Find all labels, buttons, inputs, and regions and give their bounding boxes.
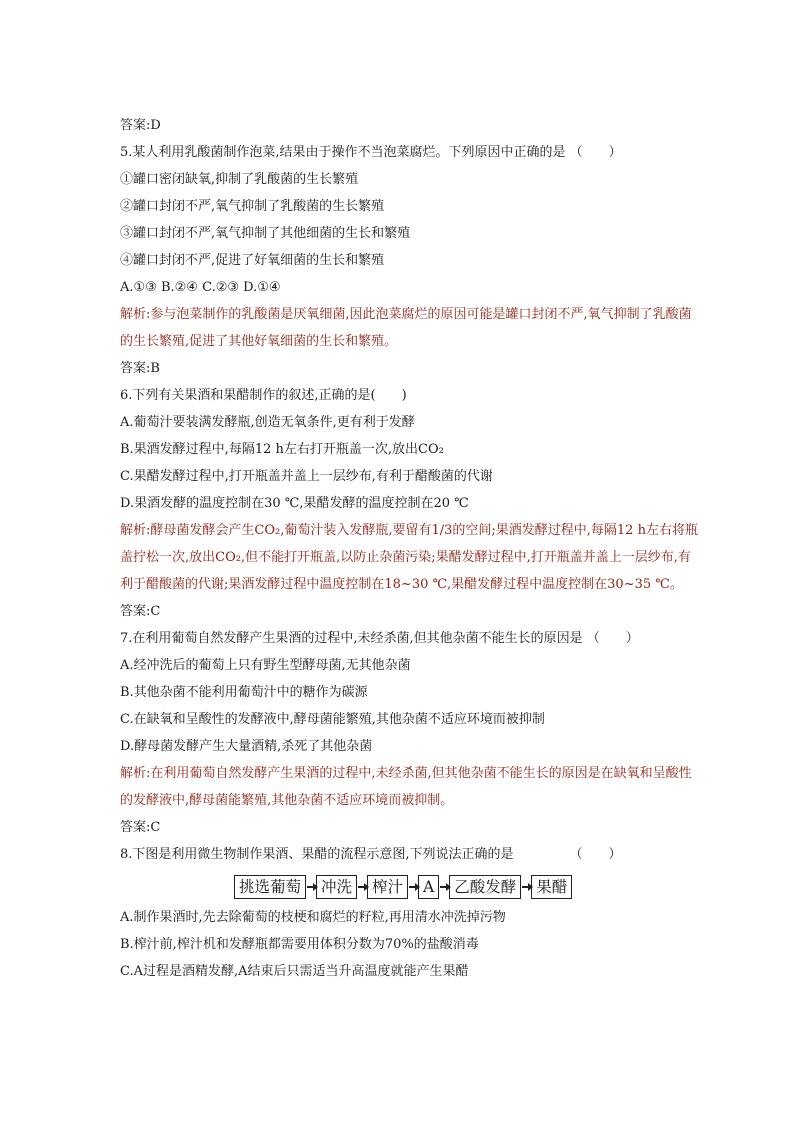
q8-stem-line [120, 841, 700, 868]
q4-answer: 答案:D [120, 118, 161, 133]
q6-stem: 6.下列有关果酒和果醋制作的叙述,正确的是( ) [120, 388, 407, 403]
q8-option-b: B.榨汁前,榨汁机和发酵瓶都需要用体积分数为70%的盐酸消毒 [120, 937, 479, 952]
q6-answer: 答案:C [120, 604, 161, 619]
flow-arrow [358, 886, 366, 888]
q5-item: ③罐口封闭不严,氧气抑制了其他细菌的生长和繁殖 [120, 226, 411, 241]
flow-arrow [307, 886, 315, 888]
flow-step-juice: 榨汁 [367, 875, 408, 899]
q7-option-d: D.酵母菌发酵产生大量酒精,杀死了其他杂菌 [120, 739, 373, 754]
q8-option-c: C.A过程是酒精发酵,A结束后只需适当升高温度就能产生果醋 [120, 964, 469, 979]
flow-diagram [234, 872, 700, 902]
q7-analysis: 解析:在利用葡萄自然发酵产生果酒的过程中,未经杀菌,但其他杂菌不能生长的原因是在缺氧和呈酸性的发酵液中,酵母菌能繁殖,其他杂菌不适应环境而被抑制。 [120, 766, 692, 808]
q5-stem: 5.某人利用乳酸菌制作泡菜,结果由于操作不当泡菜腐烂。下列原因中正确的是 （ ） [120, 145, 622, 160]
q7-option-c: C.在缺氧和呈酸性的发酵液中,酵母菌能繁殖,其他杂菌不适应环境而被抑制 [120, 712, 545, 727]
q6-analysis: 解析:酵母菌发酵会产生CO₂,葡萄汁装入发酵瓶,要留有1/3的空间;果酒发酵过程中,每隔12 h左右将瓶盖拧松一次,放出CO₂,但不能打开瓶盖,以防止杂菌污染;果醋发酵过程中,打开瓶盖并盖上一层纱布,有利于醋酸菌的代谢;果酒发酵过程中温度控制在18~30 ℃,果醋发酵过程中温度控制在30~35 ℃。 [120, 523, 698, 592]
flow-step-vinegar: 果醋 [531, 875, 572, 899]
q5-analysis: 解析:参与泡菜制作的乳酸菌是厌氧细菌,因此泡菜腐烂的原因可能是罐口封闭不严,氧气抑制了乳酸菌的生长繁殖,促进了其他好氧细菌的生长和繁殖。 [120, 307, 692, 349]
q7-stem: 7.在利用葡萄自然发酵产生果酒的过程中,未经杀菌,但其他杂菌不能生长的原因是 （ ） [120, 631, 639, 646]
q5-item: ①罐口密闭缺氧,抑制了乳酸菌的生长繁殖 [120, 172, 359, 187]
q8-stem: 8.下图是利用微生物制作果酒、果醋的流程示意图,下列说法正确的是 [120, 847, 514, 862]
q7-answer: 答案:C [120, 820, 161, 835]
q5-answer: 答案:B [120, 361, 160, 376]
q6-option-a: A.葡萄汁要装满发酵瓶,创造无氧条件,更有利于发酵 [120, 415, 415, 430]
q6-option-c: C.果醋发酵过程中,打开瓶盖并盖上一层纱布,有利于醋酸菌的代谢 [120, 469, 493, 484]
flow-arrow [409, 886, 417, 888]
q7-option-a: A.经冲洗后的葡萄上只有野生型酵母菌,无其他杂菌 [120, 658, 411, 673]
q8-paren: （ ） [569, 847, 622, 862]
q6-option-b: B.果酒发酵过程中,每隔12 h左右打开瓶盖一次,放出CO₂ [120, 442, 444, 457]
flow-step-rinse: 冲洗 [316, 875, 357, 899]
flow-step-acetic-fermentation: 乙酸发酵 [449, 875, 521, 899]
q5-options: A.①③ B.②④ C.②③ D.①④ [120, 280, 281, 295]
flow-arrow [522, 886, 530, 888]
q5-item: ②罐口封闭不严,氧气抑制了乳酸菌的生长繁殖 [120, 199, 385, 214]
q8-option-a: A.制作果酒时,先去除葡萄的枝梗和腐烂的籽粒,再用清水冲洗掉污物 [120, 910, 506, 925]
q7-option-b: B.其他杂菌不能利用葡萄汁中的糖作为碳源 [120, 685, 368, 700]
q6-option-d: D.果酒发酵的温度控制在30 ℃,果醋发酵的温度控制在20 ℃ [120, 496, 469, 511]
q5-item: ④罐口封闭不严,促进了好氧细菌的生长和繁殖 [120, 253, 385, 268]
flow-step-select-grapes: 挑选葡萄 [234, 875, 306, 899]
document-page [120, 112, 700, 985]
flow-step-a: A [418, 875, 439, 899]
flow-arrow [440, 886, 448, 888]
